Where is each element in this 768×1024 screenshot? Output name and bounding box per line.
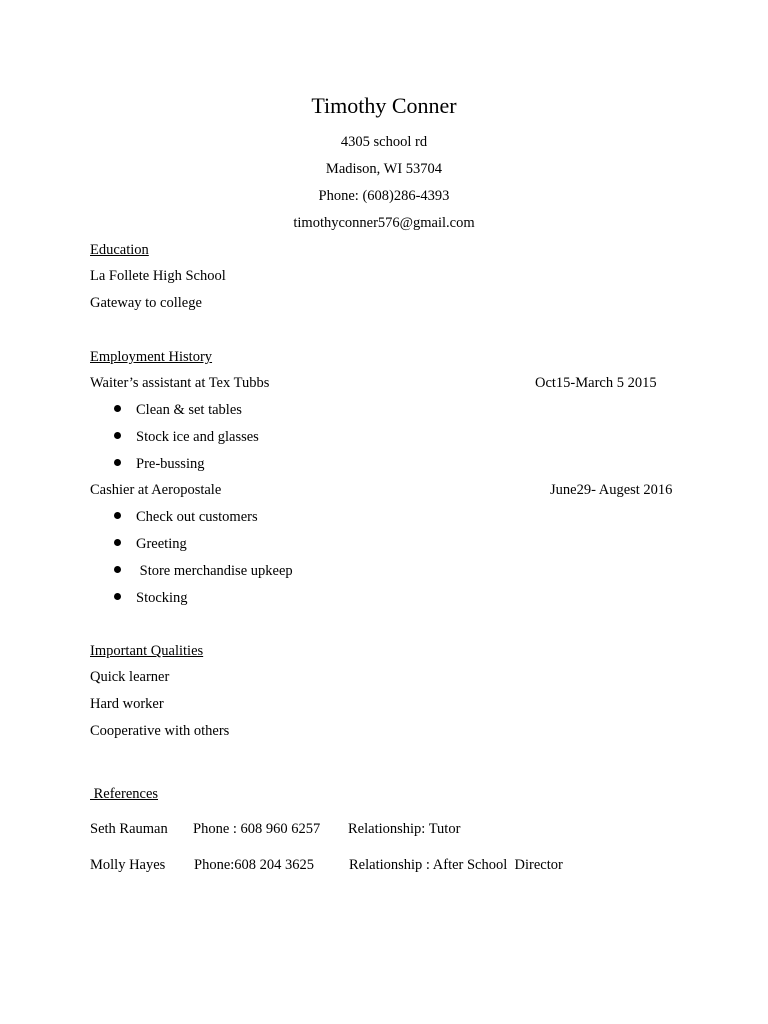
job-duty: Stocking <box>136 590 188 606</box>
bullet-icon <box>114 593 121 600</box>
reference-name: Seth Rauman <box>90 821 168 837</box>
email-line: timothyconner576@gmail.com <box>293 215 475 231</box>
education-heading: Education <box>90 242 149 258</box>
bullet-icon <box>114 432 121 439</box>
education-item: La Follete High School <box>90 268 226 284</box>
qualities-heading: Important Qualities <box>90 643 204 659</box>
bullet-icon <box>114 405 121 412</box>
bullet-icon <box>114 566 121 573</box>
job-duty: Stock ice and glasses <box>136 429 259 445</box>
quality-item: Cooperative with others <box>90 723 230 739</box>
education-item: Gateway to college <box>90 295 202 311</box>
job-title: Cashier at Aeropostale <box>90 482 222 498</box>
bullet-icon <box>114 539 121 546</box>
job-duty: Store merchandise upkeep <box>136 563 293 579</box>
city-line: Madison, WI 53704 <box>325 161 443 177</box>
job-duty: Clean & set tables <box>136 402 242 418</box>
reference-phone: Phone:608 204 3625 <box>194 857 315 873</box>
bullet-icon <box>114 459 121 466</box>
quality-item: Quick learner <box>90 669 170 685</box>
reference-name: Molly Hayes <box>90 857 166 873</box>
address-line: 4305 school rd <box>340 134 428 150</box>
quality-item: Hard worker <box>90 696 164 712</box>
job-duty: Check out customers <box>136 509 258 525</box>
job-dates: June29- Augest 2016 <box>550 482 673 498</box>
reference-relationship: Relationship : After School Director <box>349 857 563 873</box>
job-duty: Greeting <box>136 536 187 552</box>
phone-line: Phone: (608)286-4393 <box>318 188 450 204</box>
references-heading: References <box>90 786 159 802</box>
bullet-icon <box>114 512 121 519</box>
job-dates: Oct15-March 5 2015 <box>535 375 657 391</box>
reference-phone: Phone : 608 960 6257 <box>193 821 321 837</box>
job-title: Waiter’s assistant at Tex Tubbs <box>90 375 270 391</box>
employment-heading: Employment History <box>90 349 213 365</box>
reference-relationship: Relationship: Tutor <box>348 821 461 837</box>
resume-name: Timothy Conner <box>311 93 457 118</box>
job-duty: Pre-bussing <box>136 456 205 472</box>
